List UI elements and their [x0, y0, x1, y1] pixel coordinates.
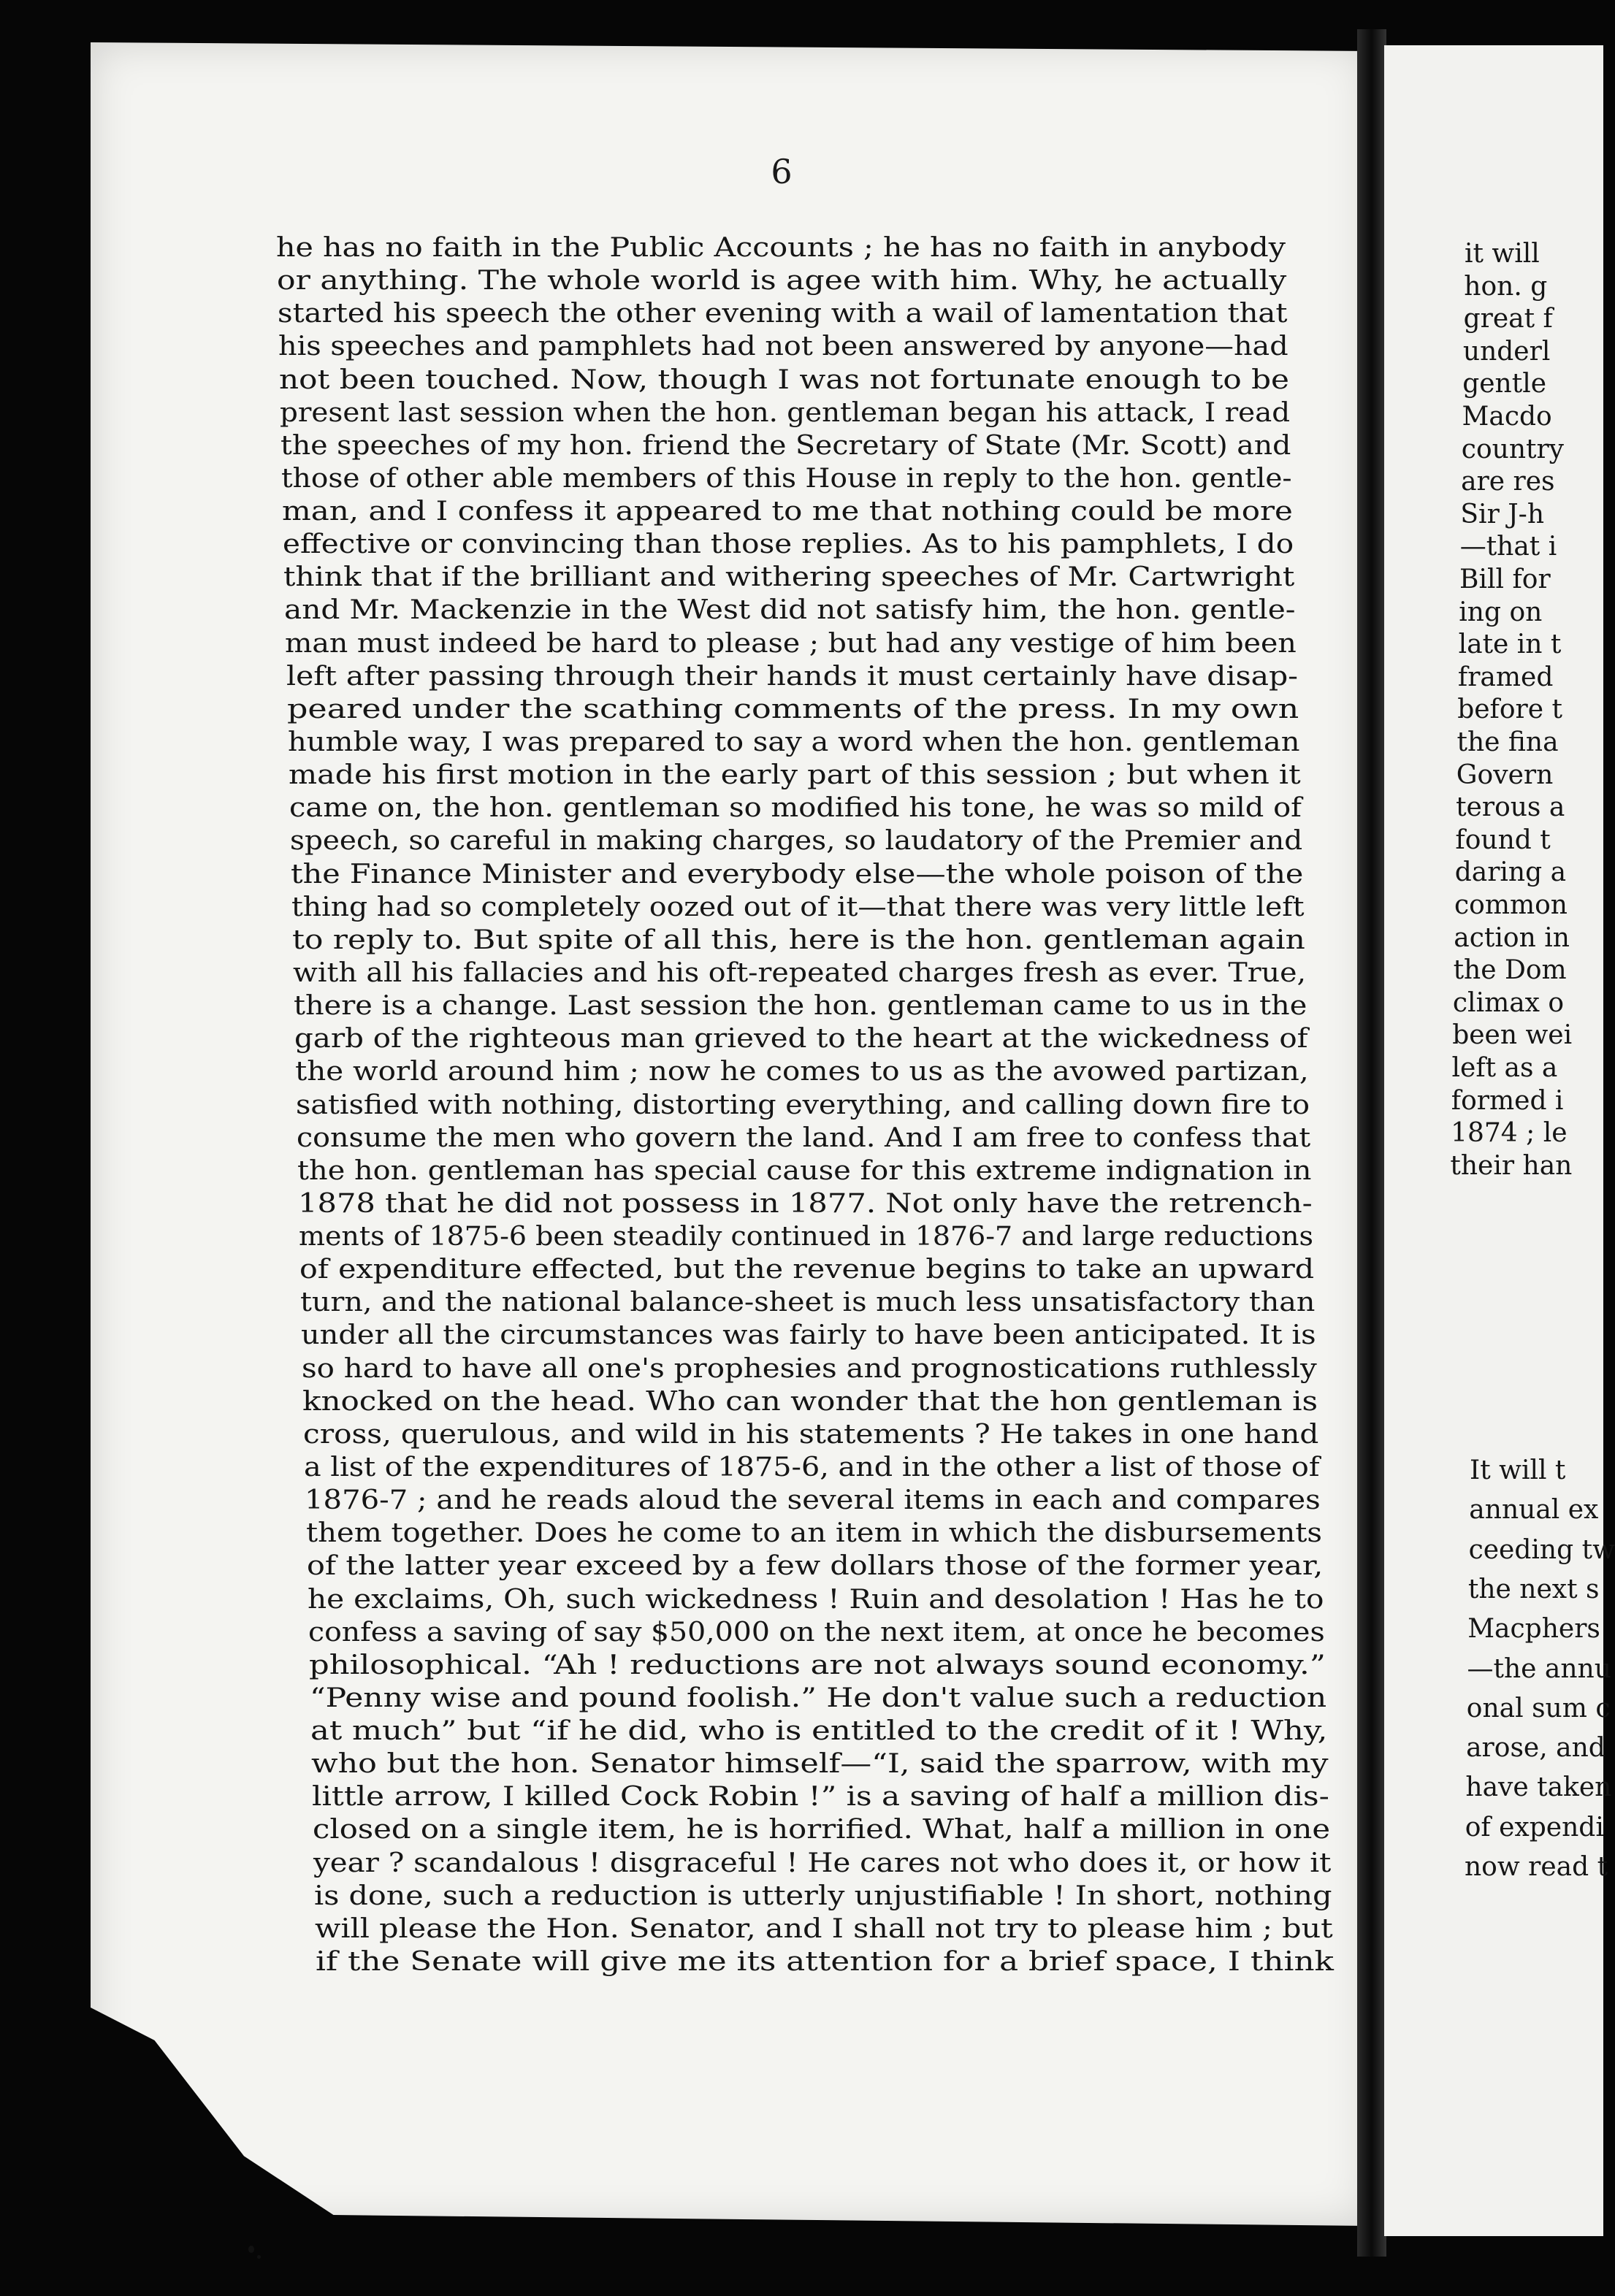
- text-line: made his first motion in the early part of this session ; but when it: [288, 760, 1301, 791]
- text-line: are res: [1461, 467, 1555, 497]
- text-line: speech, so careful in making charges, so laudatory of the Premier and: [289, 826, 1302, 857]
- text-line: late in t: [1458, 630, 1562, 660]
- text-line: 1876-7 ; and he reads aloud the several items in each and compares: [305, 1485, 1321, 1516]
- text-line: onal sum c: [1466, 1693, 1611, 1723]
- text-line: consume the men who govern the land. And I am free to confess that: [297, 1122, 1311, 1153]
- text-line: at much” but “if he did, who is entitled to the credit of it ! Why,: [310, 1716, 1328, 1747]
- text-line: ing on: [1459, 597, 1543, 627]
- text-line: “Penny wise and pound foolish.” He don't value such a reduction: [309, 1683, 1326, 1713]
- text-line: little arrow, I killed Cock Robin !” is a saving of half a million dis-: [311, 1782, 1329, 1813]
- text-line: left as a: [1451, 1053, 1558, 1083]
- text-line: country: [1461, 434, 1565, 464]
- text-line: knocked on the head. Who can wonder that the hon gentleman is: [302, 1386, 1318, 1417]
- text-line: who but the hon. Senator himself—“I, said the sparrow, with my: [310, 1749, 1329, 1780]
- text-line: philosophical. “Ah ! reductions are not always sound economy.”: [308, 1650, 1326, 1680]
- text-line: year ? scandalous ! disgraceful ! He cares not who does it, or how it: [313, 1848, 1332, 1878]
- text-line: so hard to have all one's prophesies and prognostications ruthlessly: [302, 1353, 1318, 1384]
- scan-speck: [257, 2255, 261, 2259]
- text-line: Sir J-h: [1460, 499, 1544, 529]
- text-line: he has no faith in the Public Accounts ; he has no faith in anybody: [276, 233, 1286, 263]
- text-line: turn, and the national balance-sheet is much less unsatisfactory than: [300, 1287, 1316, 1318]
- text-line: action in: [1454, 922, 1570, 953]
- text-line: Govern: [1456, 759, 1554, 790]
- text-line: closed on a single item, he is horrified. What, half a million in one: [312, 1815, 1330, 1845]
- text-line: common: [1454, 890, 1568, 920]
- text-line: 1878 that he did not possess in 1877. Not only have the retrench-: [298, 1188, 1313, 1219]
- text-line: annual ex: [1469, 1495, 1599, 1526]
- text-line: left after passing through their hands it must certainly have disap-: [286, 661, 1298, 692]
- text-line: before t: [1457, 694, 1562, 725]
- text-line: satisfied with nothing, distorting everything, and calling down fire to: [296, 1090, 1310, 1120]
- text-line: not been touched. Now, though I was not fortunate enough to be: [279, 364, 1290, 395]
- text-line: Macdo: [1462, 402, 1552, 432]
- text-line: present last session when the hon. gentleman began his attack, I read: [280, 397, 1291, 428]
- text-line: now read t: [1465, 1852, 1608, 1882]
- text-line: garb of the righteous man grieved to the heart at the wickedness of: [294, 1024, 1308, 1055]
- text-line: their han: [1450, 1150, 1573, 1181]
- text-line: gentle: [1462, 369, 1547, 399]
- text-line: is done, such a reduction is utterly unjustifiable ! In short, nothing: [313, 1880, 1332, 1911]
- text-line: It will t: [1470, 1455, 1566, 1485]
- text-line: it will: [1465, 239, 1540, 269]
- text-line: underl: [1462, 336, 1551, 367]
- text-line: framed: [1457, 662, 1554, 692]
- text-line: cross, querulous, and wild in his statements ? He takes in one hand: [303, 1419, 1319, 1450]
- text-line: or anything. The whole world is agee with him. Why, he actually: [277, 266, 1287, 296]
- text-line: daring a: [1454, 857, 1567, 888]
- text-line: confess a saving of say $50,000 on the next item, at once he becomes: [308, 1617, 1325, 1648]
- text-line: man must indeed be hard to please ; but had any vestige of him been: [285, 628, 1297, 659]
- text-line: a list of the expenditures of 1875-6, and in the other a list of those of: [304, 1452, 1320, 1482]
- text-line: the Finance Minister and everybody else—the whole poison of the: [290, 859, 1304, 889]
- text-line: Bill for: [1459, 565, 1551, 594]
- text-line: terous a: [1456, 792, 1565, 823]
- text-line: started his speech the other evening with a wail of lamentation that: [278, 299, 1288, 329]
- text-line: the speeches of my hon. friend the Secretary of State (Mr. Scott) and: [280, 430, 1291, 461]
- book-gutter: [1357, 29, 1386, 2257]
- text-line: those of other able members of this House in reply to the hon. gentle-: [281, 463, 1292, 494]
- text-line: climax o: [1452, 987, 1565, 1018]
- text-line: man, and I confess it appeared to me that nothing could be more: [282, 497, 1294, 527]
- text-line: formed i: [1451, 1085, 1564, 1116]
- text-line: the next s: [1467, 1574, 1600, 1604]
- text-line: 1874 ; le: [1451, 1118, 1568, 1149]
- text-line: think that if the brilliant and withering speeches of Mr. Cartwright: [283, 562, 1295, 593]
- text-line: there is a change. Last session the hon. gentleman came to us in the: [293, 991, 1307, 1022]
- text-line: of expendi: [1465, 1812, 1604, 1842]
- text-line: and Mr. Mackenzie in the West did not satisfy him, the hon. gentle-: [284, 595, 1296, 626]
- scan-speck: [248, 2246, 254, 2253]
- text-line: —the annu: [1467, 1653, 1611, 1684]
- text-line: effective or convincing than those replies. As to his pamphlets, I do: [283, 529, 1294, 560]
- text-line: great f: [1463, 304, 1553, 334]
- text-line: humble way, I was prepared to say a word when the hon. gentleman: [287, 727, 1300, 758]
- text-line: the fina: [1456, 727, 1559, 757]
- page-number: 6: [771, 152, 793, 191]
- text-line: the world around him ; now he comes to us as the avowed partizan,: [294, 1057, 1309, 1087]
- text-line: his speeches and pamphlets had not been answered by anyone—had: [278, 332, 1288, 362]
- text-line: to reply to. But spite of all this, here is the hon. gentleman again: [291, 925, 1305, 955]
- text-line: arose, and: [1466, 1733, 1606, 1764]
- text-line: have taken: [1465, 1772, 1612, 1803]
- text-line: hon. g: [1464, 271, 1548, 302]
- text-line: found t: [1455, 824, 1551, 855]
- text-line: came on, the hon. gentleman so modified his tone, he was so mild of: [289, 793, 1302, 824]
- text-line: the Dom: [1453, 955, 1567, 986]
- text-line: if the Senate will give me its attention for a brief space, I think: [316, 1947, 1334, 1977]
- text-line: ceeding tw: [1468, 1534, 1615, 1565]
- text-line: peared under the scathing comments of the press. In my own: [286, 694, 1299, 724]
- text-line: the hon. gentleman has special cause for this extreme indignation in: [297, 1155, 1312, 1186]
- text-line: he exclaims, Oh, such wickedness ! Ruin and desolation ! Has he to: [307, 1584, 1324, 1615]
- text-line: under all the circumstances was fairly to have been anticipated. It is: [301, 1320, 1316, 1351]
- text-line: of expenditure effected, but the revenue begins to take an upward: [299, 1255, 1315, 1285]
- text-line: of the latter year exceed by a few dollars those of the former year,: [306, 1551, 1323, 1582]
- text-line: been wei: [1452, 1020, 1573, 1051]
- text-line: thing had so completely oozed out of it—that there was very little left: [291, 892, 1305, 922]
- text-line: will please the Hon. Senator, and I shall not try to please him ; but: [314, 1913, 1333, 1944]
- text-line: with all his fallacies and his oft-repeated charges fresh as ever. True,: [292, 957, 1306, 988]
- text-line: them together. Does he come to an item in which the disbursements: [305, 1518, 1322, 1549]
- text-line: Macphers: [1467, 1614, 1600, 1645]
- text-line: ments of 1875-6 been steadily continued in 1876-7 and large reductions: [299, 1222, 1314, 1252]
- text-line: —that i: [1459, 532, 1557, 562]
